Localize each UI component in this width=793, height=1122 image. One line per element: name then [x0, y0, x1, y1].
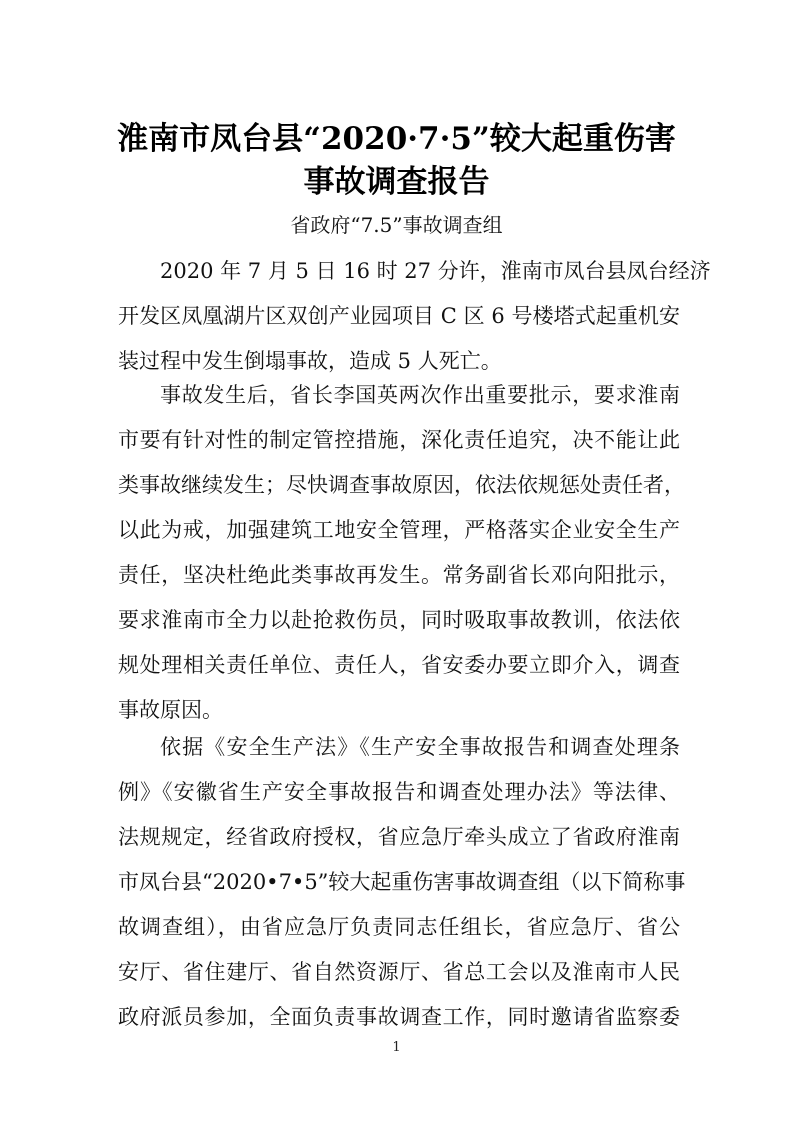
paragraph-2-line-6: 要求淮南市全力以赴抢救伤员，同时吸取事故教训，依法依: [118, 608, 680, 632]
paragraph-3-line-3: 法规规定，经省政府授权，省应急厅牵头成立了省政府淮南: [118, 825, 680, 849]
paragraph-1-line-1: 2020 年 7 月 5 日 16 时 27 分许，淮南市凤台县凤台经济: [160, 259, 711, 283]
paragraph-1-line-2: 开发区凤凰湖片区双创产业园项目 C 区 6 号楼塔式起重机安: [118, 304, 680, 328]
paragraph-2-line-3: 类事故继续发生；尽快调查事故原因，依法依规惩处责任者，: [118, 473, 685, 497]
paragraph-3-line-4: 市凤台县“2020•7•5”较大起重伤害事故调查组（以下简称事: [118, 870, 686, 894]
paragraph-2-line-1: 事故发生后，省长李国英两次作出重要批示，要求淮南: [160, 383, 680, 407]
report-title-line-2: 事故调查报告: [303, 164, 490, 200]
paragraph-3-line-1: 依据《安全生产法》《生产安全事故报告和调查处理条: [160, 735, 680, 759]
page-number: 1: [392, 1040, 401, 1055]
paragraph-2-line-4: 以此为戒，加强建筑工地安全管理，严格落实企业安全生产: [118, 518, 680, 542]
paragraph-2-line-5: 责任，坚决杜绝此类事故再发生。常务副省长邓向阳批示，: [118, 563, 680, 587]
paragraph-2-line-8: 事故原因。: [118, 698, 223, 722]
report-title-line-1: 淮南市凤台县“2020·7·5”较大起重伤害: [117, 121, 676, 157]
paragraph-3-line-5: 故调查组），由省应急厅负责同志任组长，省应急厅、省公: [118, 915, 680, 939]
paragraph-2-line-2: 市要有针对性的制定管控措施，深化责任追究，决不能让此: [118, 428, 680, 452]
paragraph-3-line-6: 安厅、省住建厅、省自然资源厅、省总工会以及淮南市人民: [118, 960, 680, 984]
paragraph-3-line-2: 例》《安徽省生产安全事故报告和调查处理办法》等法律、: [118, 780, 680, 804]
paragraph-1-line-3: 装过程中发生倒塌事故，造成 5 人死亡。: [118, 349, 502, 373]
paragraph-3-line-7: 政府派员参加，全面负责事故调查工作，同时邀请省监察委: [118, 1005, 680, 1029]
report-author: 省政府“7.5”事故调查组: [290, 213, 503, 237]
paragraph-2-line-7: 规处理相关责任单位、责任人，省安委办要立即介入，调查: [118, 653, 680, 677]
